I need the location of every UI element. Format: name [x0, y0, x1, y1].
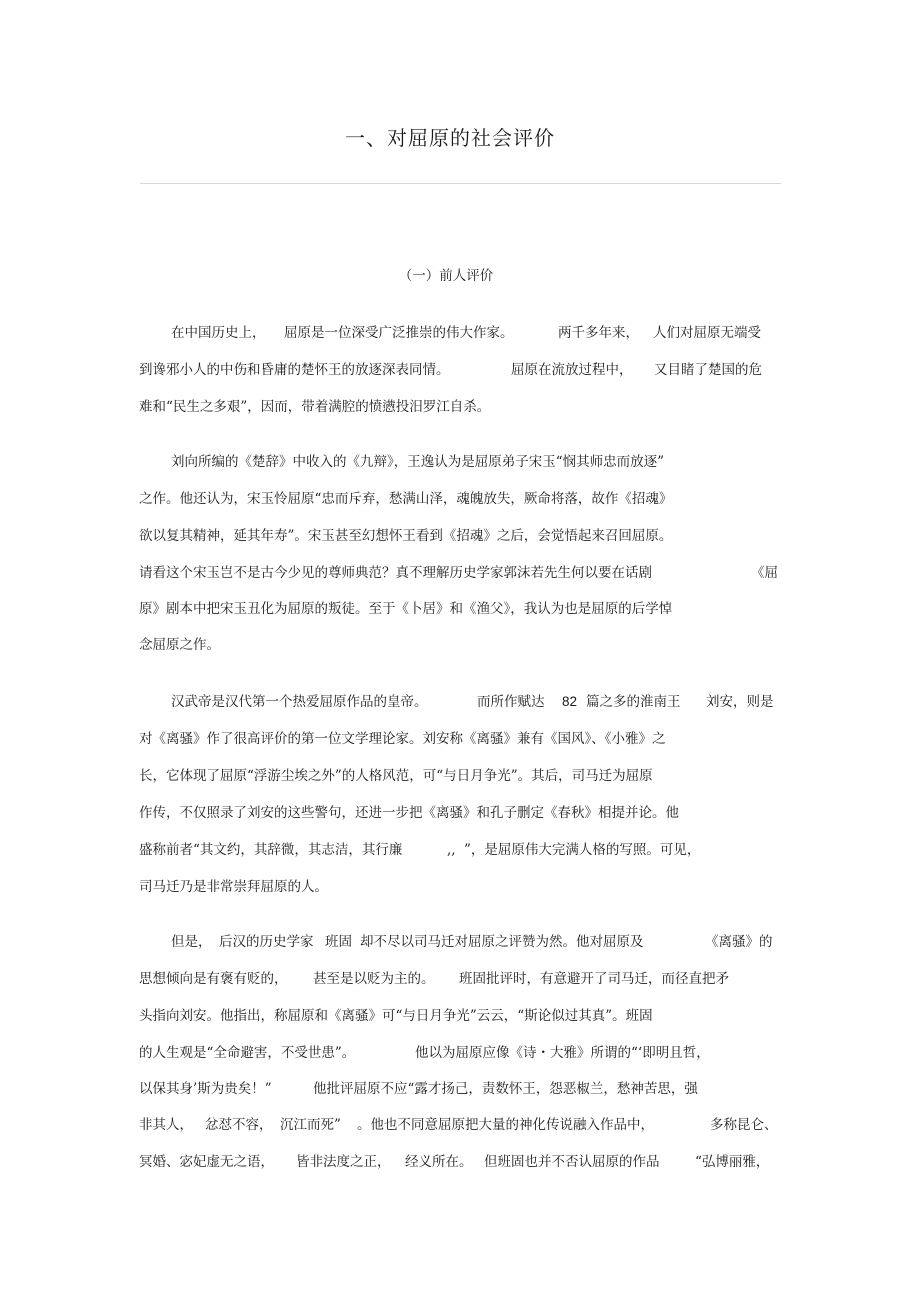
text-segment: 请看这个宋玉岂不是古今少见的尊师典范？真不理解历史学家郭沫若先生何以要在话剧	[139, 565, 652, 581]
text-segment: 。他也不同意屈原把大量的神化传说融入作品中，	[357, 1117, 654, 1133]
paragraph-line	[139, 1152, 770, 1272]
text-segment: 非其人，	[139, 1117, 193, 1133]
paragraph-line	[139, 877, 328, 917]
text-segment: 篇之多的淮南王	[586, 694, 681, 710]
text-segment: 的人生观是“全命避害，不受世患”。	[139, 1045, 356, 1061]
text-segment: ”，是屈原伟大完满人格的写照。可见，	[464, 842, 701, 858]
page-title: 一、对屈原的社会评价	[345, 126, 555, 150]
paragraph-line	[139, 1006, 653, 1046]
text-segment: 之作。他还认为，宋玉怜屈原“忠而斥弃，愁满山泽，魂魄放失，厥命将落，故作《招魂》	[139, 491, 673, 507]
text-segment: 经义所在。	[405, 1154, 473, 1170]
text-segment: 多称昆仑、	[710, 1117, 778, 1133]
text-segment: 但是，	[171, 934, 212, 950]
text-segment: 班固批评时，有意避开了司马迁，而径直把矛	[459, 971, 729, 987]
text-segment: 他批评屈原不应“露才扬己，责数怀王，怨恶椒兰，愁神苦思，强	[313, 1081, 698, 1097]
section-subtitle: （一）前人评价	[398, 268, 494, 284]
paragraph-line	[139, 489, 673, 529]
text-segment: 对《离骚》作了很高评价的第一位文学理论家。刘安称《离骚》兼有《国风》、《小雅》之	[139, 731, 666, 747]
text-segment: 欲以复其精神，延其年寿”。宋玉甚至幻想怀王看到《招魂》之后，会觉悟起来召回屈原。	[139, 528, 673, 544]
paragraph-line	[139, 803, 679, 843]
text-segment: 人们对屈原无端受	[653, 325, 761, 341]
paragraph-line	[139, 635, 220, 675]
text-segment: 以保其身’斯为贵矣！”	[139, 1081, 272, 1097]
text-segment: 难和“民生之多艰”，因而，带着满腔的愤懑投汨罗江自杀。	[139, 399, 491, 415]
text-segment: 汉武帝是汉代第一个热爱屈原作品的皇帝。	[171, 694, 428, 710]
paragraph-line	[171, 452, 665, 492]
text-segment: 念屈原之作。	[139, 637, 220, 653]
text-segment: 甚至是以贬为主的。	[313, 971, 435, 987]
text-segment: 刘向所编的《楚辞》中收入的《九辩》，王逸认为是屈原弟子宋玉“悯其师忠而放逐”	[171, 454, 665, 470]
text-segment: 《屈	[751, 565, 778, 581]
text-segment: “弘博丽雅，	[695, 1154, 770, 1170]
text-segment: 屈原是一位深受广泛推崇的伟大作家。	[284, 325, 514, 341]
paragraph-line	[139, 526, 673, 566]
paragraph-line	[139, 729, 666, 769]
text-segment: 却不尽以司马迁对屈原之评赞为然。他对屈原及	[360, 934, 644, 950]
text-segment: 在中国历史上，	[171, 325, 266, 341]
text-segment: 两千多年来，	[558, 325, 639, 341]
text-segment: 到谗邪小人的中伤和昏庸的楚怀王的放逐深表同情。	[139, 362, 450, 378]
text-segment: 刘安，则是	[706, 694, 774, 710]
text-segment: 皆非法度之正，	[296, 1154, 391, 1170]
paragraph-line	[139, 599, 673, 639]
text-segment: 82	[562, 694, 578, 709]
paragraph-line	[139, 766, 653, 806]
text-segment: 冥婚、宓妃虚无之语，	[139, 1154, 274, 1170]
text-segment: ,,	[447, 842, 456, 858]
text-segment: 沉江而死”	[280, 1117, 341, 1133]
text-segment: 屈原在流放过程中，	[511, 362, 633, 378]
text-segment: 后汉的历史学家	[219, 934, 314, 950]
text-segment: 长，它体现了屈原“浮游尘埃之外”的人格风范，可“与日月争光”。其后，司马迁为屈原	[139, 768, 653, 784]
text-segment: 司马迁乃是非常崇拜屈原的人。	[139, 879, 328, 895]
text-segment: 班固	[325, 934, 352, 950]
text-segment: 又目睹了楚国的危	[654, 362, 762, 378]
text-segment: 但班固也并不否认屈原的作品	[484, 1154, 660, 1170]
text-segment: 原》剧本中把宋玉丑化为屈原的叛徒。至于《卜居》和《渔父》，我认为也是屈原的后学悼	[139, 601, 673, 617]
text-segment: 作传，不仅照录了刘安的这些警句，还进一步把《离骚》和孔子删定《春秋》相提并论。他	[139, 805, 679, 821]
title-divider	[140, 183, 781, 184]
text-segment: 头指向刘安。他指出，称屈原和《离骚》可“与日月争光”云云，“斯论似过其真”。班固	[139, 1008, 653, 1024]
text-segment: 盛称前者“其文约，其辞微，其志洁，其行廉	[139, 842, 403, 858]
text-segment: 《离骚》的	[705, 934, 773, 950]
text-segment: 忿怼不容，	[205, 1117, 273, 1133]
text-segment: 而所作赋达	[477, 694, 545, 710]
text-segment: 思想倾向是有褒有贬的，	[139, 971, 288, 987]
paragraph-line	[139, 397, 491, 437]
text-segment: 他以为屈原应像《诗・大雅》所谓的“‘即明且哲，	[415, 1045, 710, 1061]
